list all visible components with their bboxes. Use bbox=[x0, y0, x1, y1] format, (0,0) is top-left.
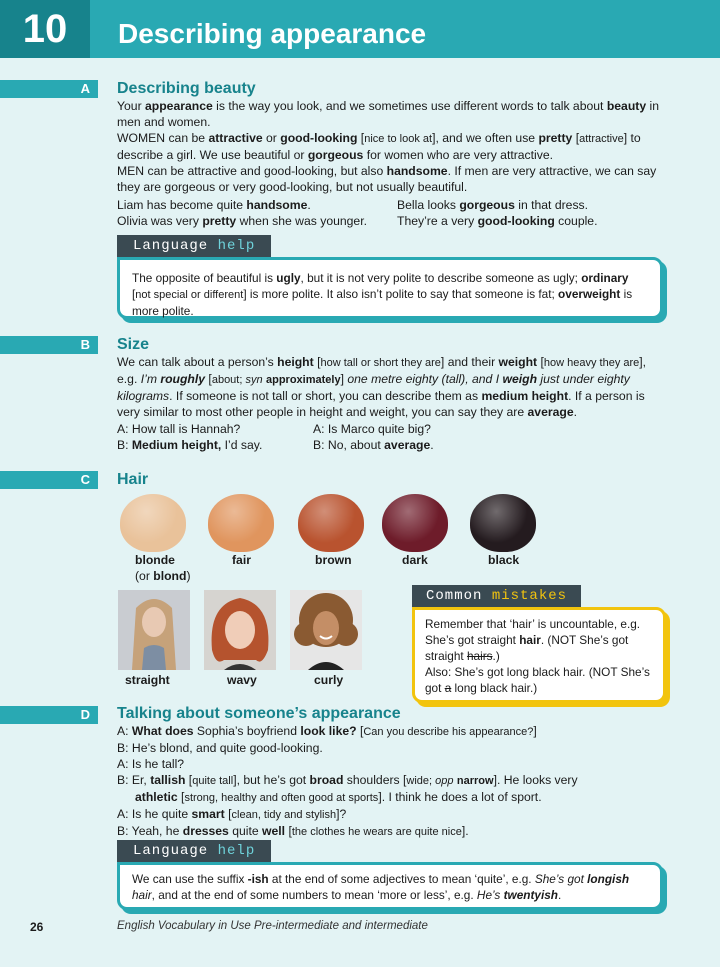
hair-swatch-black bbox=[470, 494, 536, 552]
section-b-dialogue-left: A: How tall is Hannah? B: Medium height, I’d say. bbox=[117, 422, 263, 452]
photo-straight-hair bbox=[118, 590, 190, 670]
section-a-title: Describing beauty bbox=[117, 80, 256, 97]
section-d-tab: D bbox=[0, 706, 98, 724]
photo-curly-hair bbox=[290, 590, 362, 670]
hair-label-blonde: blonde (or blond) bbox=[135, 553, 191, 583]
page-number: 26 bbox=[30, 920, 44, 934]
photo-label-straight: straight bbox=[125, 673, 170, 687]
hair-label-fair: fair bbox=[232, 553, 251, 567]
hair-swatch-dark bbox=[382, 494, 448, 552]
section-d-title: Talking about someone’s appearance bbox=[117, 705, 401, 722]
unit-number: 10 bbox=[0, 0, 90, 58]
section-b-body: We can talk about a person’s height [how tall or short they are] and their weight [how heavy they are], e.g. I’m roughly [about; syn approximately] one metre eighty (tall), and I weigh just under eighty kilograms. If someone is not tall or short, you can describe them as medium height. If a person is very similar to most other people in height and weight, you can say they are average. bbox=[117, 355, 647, 419]
hair-swatch-fair bbox=[208, 494, 274, 552]
page-header bbox=[0, 0, 720, 58]
section-b-tab: B bbox=[0, 336, 98, 354]
common-mistakes-box: Remember that ‘hair’ is uncountable, e.g. She’s got straight hair. (NOT She’s got straight hairs.) Also: She’s got long black hair. (NOT She’s got a long black hair.) bbox=[412, 607, 666, 703]
section-a-examples-left: Liam has become quite handsome. Olivia was very pretty when she was younger. bbox=[117, 198, 367, 228]
section-a-examples-right: Bella looks gorgeous in that dress. They’re a very good-looking couple. bbox=[397, 198, 598, 228]
photo-label-curly: curly bbox=[314, 673, 344, 687]
section-b-title: Size bbox=[117, 336, 150, 353]
section-c-title: Hair bbox=[117, 471, 149, 488]
section-b-dialogue-right: A: Is Marco quite big? B: No, about average. bbox=[313, 422, 434, 452]
hair-label-black: black bbox=[488, 553, 520, 567]
language-help-box: The opposite of beautiful is ugly, but it is not very polite to describe someone as ugly; ordinary [not special or different] is more polite. It also isn’t polite to say that someone is fat; overweight is more polite. bbox=[117, 257, 663, 319]
language-help-box-d: We can use the suffix -ish at the end of some adjectives to mean ‘quite’, e.g. She’s got longish hair, and at the end of some numbers to mean ‘more or less’, e.g. He’s twentyish. bbox=[117, 862, 663, 910]
photo-label-wavy: wavy bbox=[227, 673, 257, 687]
section-a-body bbox=[117, 98, 677, 195]
section-a-tab: A bbox=[0, 80, 98, 98]
paragraph: MEN can be attractive and good-looking, but also handsome. If men are very attractive, we can say they are gorgeous or very good-looking, but not usually beautiful. bbox=[117, 164, 657, 194]
section-c-tab: C bbox=[0, 471, 98, 489]
language-help-label: Language help bbox=[117, 235, 271, 257]
page-title: Describing appearance bbox=[118, 18, 427, 49]
hair-swatch-brown bbox=[298, 494, 364, 552]
language-help-label-d: Language help bbox=[117, 840, 271, 862]
common-mistakes-label: Common mistakes bbox=[412, 585, 581, 607]
photo-wavy-hair bbox=[204, 590, 276, 670]
section-d-dialogue: A: What does Sophia’s boyfriend look like? [Can you describe his appearance?] B: He’s blond, and quite good-looking. A: Is he tall? B: Er, tallish [quite tall], but he’s got broad shoulders [wide; opp narrow]. He looks very athletic [strong, healthy and often good at sports]. I think he does a lot of sport. A: Is he quite smart [clean, tidy and stylish]? B: Yeah, he dresses quite well [the clothes he wears are quite nice]. bbox=[117, 724, 578, 838]
paragraph: WOMEN can be attractive or good-looking [nice to look at], and we often use pretty [attractive] to describe a girl. We use beautiful or gorgeous for women who are very attractive. bbox=[117, 131, 641, 162]
hair-swatch-blonde bbox=[120, 494, 186, 552]
book-title: English Vocabulary in Use Pre-intermediate and intermediate bbox=[117, 920, 428, 932]
hair-label-brown: brown bbox=[315, 553, 352, 567]
hair-label-dark: dark bbox=[402, 553, 428, 567]
paragraph: Your appearance is the way you look, and we sometimes use different words to talk about beauty in men and women. bbox=[117, 99, 659, 129]
